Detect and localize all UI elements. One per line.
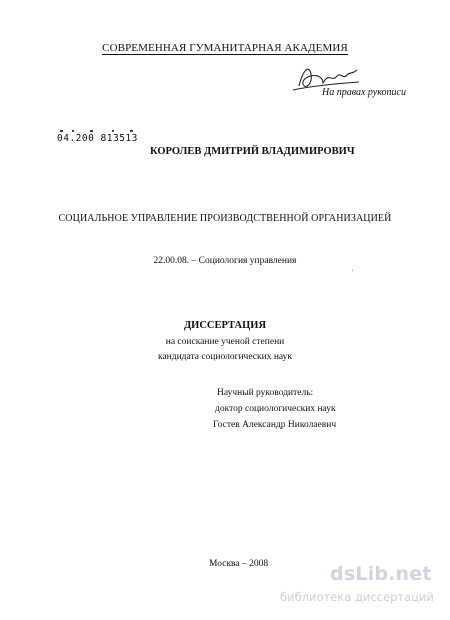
watermark-logo: dsLib.net: [330, 563, 432, 585]
city-year: Москва – 2008: [209, 559, 269, 569]
dissertation-theme: СОЦИАЛЬНОЕ УПРАВЛЕНИЕ ПРОИЗВОДСТВЕННОЙ ОРГАНИЗАЦИЕЙ: [58, 213, 392, 224]
degree-line-1: на соискание ученой степени: [165, 337, 285, 347]
document-type-title: ДИССЕРТАЦИЯ: [183, 320, 267, 331]
stray-mark: ': [352, 268, 354, 277]
supervisor-name: Гостев Александр Николаевич: [213, 420, 337, 430]
degree-line-2: кандидата социологических наук: [157, 352, 293, 362]
supervisor-degree: доктор социологических наук: [215, 404, 336, 414]
supervisor-label: Научный руководитель:: [217, 388, 314, 398]
author-name: КОРОЛЕВ ДМИТРИЙ ВЛАДИМИРОВИЧ: [150, 146, 355, 157]
specialty-code: 22.00.08. – Социология управления: [153, 256, 297, 266]
watermark-subtitle: библиотека диссертаций: [280, 590, 434, 604]
manuscript-note: На правах рукописи: [322, 87, 406, 98]
academy-name: СОВРЕМЕННАЯ ГУМАНИТАРНАЯ АКАДЕМИЯ: [102, 42, 348, 54]
archive-number: 04.200 813513: [57, 133, 138, 144]
